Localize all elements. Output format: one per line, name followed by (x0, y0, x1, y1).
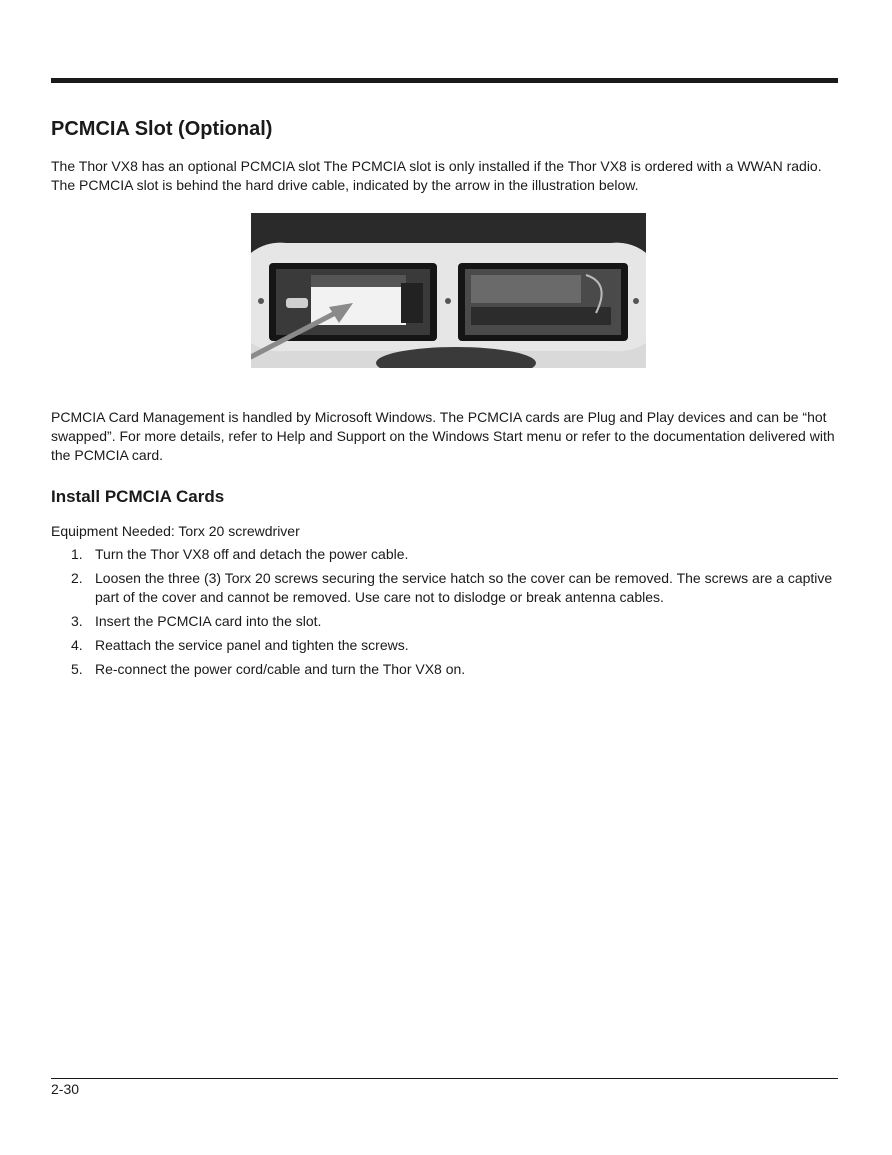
step-text: Reattach the service panel and tighten the screws. (95, 637, 409, 653)
step-number: 4. (71, 637, 83, 653)
pcmcia-slot-photo (251, 213, 646, 368)
step-number: 5. (71, 661, 83, 677)
step-text: Insert the PCMCIA card into the slot. (95, 613, 322, 629)
list-item (51, 612, 841, 631)
footer-rule (51, 1078, 838, 1079)
step-text: Loosen the three (3) Torx 20 screws securing the service hatch so the cover can be removed. The screws are a captive part of the cover and cannot be removed. Use care not to dislodge or break antenna cables. (95, 570, 833, 605)
install-steps-list (51, 545, 841, 684)
step-number: 1. (71, 546, 83, 562)
step-text: Turn the Thor VX8 off and detach the power cable. (95, 546, 409, 562)
install-title: Install PCMCIA Cards (51, 487, 225, 506)
step-number: 2. (71, 570, 83, 586)
step-text: Re-connect the power cord/cable and turn the Thor VX8 on. (95, 661, 466, 677)
page-number: 2-30 (51, 1081, 80, 1097)
equipment-needed: Equipment Needed: Torx 20 screwdriver (51, 523, 300, 539)
intro-paragraph: The Thor VX8 has an optional PCMCIA slot The PCMCIA slot is only installed if the Thor VX8 is ordered with a WWAN radio. The PCMCIA slot is behind the hard drive cable, indicated by the arrow in the illustration below. (51, 158, 822, 193)
list-item (51, 545, 841, 564)
list-item (51, 660, 841, 679)
step-number: 3. (71, 613, 83, 629)
list-item (51, 636, 841, 655)
section-title: PCMCIA Slot (Optional) (51, 118, 273, 140)
header-rule (51, 78, 838, 83)
list-item (51, 569, 841, 607)
management-paragraph: PCMCIA Card Management is handled by Microsoft Windows. The PCMCIA cards are Plug and Play devices and can be “hot swapped”. For more details, refer to Help and Support on the Windows Start menu or refer to the documentation delivered with the PCMCIA card. (51, 409, 835, 463)
